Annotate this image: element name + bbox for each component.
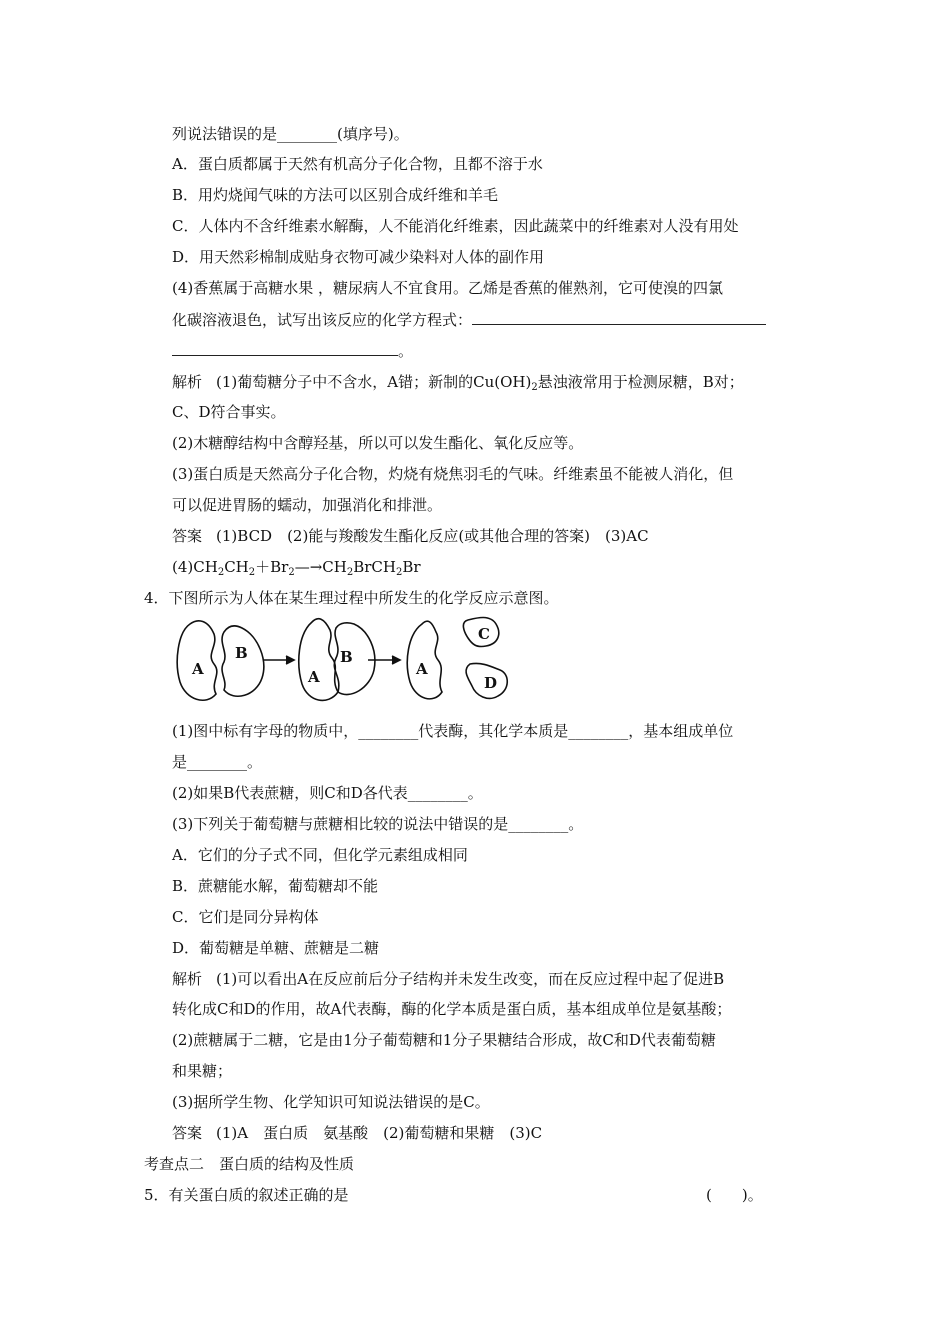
eq-part: BrCH [353, 558, 396, 576]
arrow-2-head [392, 656, 400, 664]
arrow-1-head [286, 656, 294, 664]
label-b-2: B [340, 648, 353, 666]
q3-answer-equation [172, 557, 421, 577]
q3-analysis-3b: 可以促进胃肠的蠕动，加强消化和排泄。 [172, 496, 443, 514]
eq-part: ＋Br [255, 558, 289, 576]
label-c: C [478, 625, 490, 643]
q3-analysis-1c: C、D符合事实。 [172, 403, 286, 421]
q3-part4-end: 。 [398, 342, 414, 360]
q3-analysis-2: (2)木糖醇结构中含醇羟基，所以可以发生酯化、氧化反应等。 [172, 434, 584, 452]
label-a-3: A [416, 660, 428, 678]
q3-answer-text: (1)BCD (2)能与羧酸发生酯化反应(或其他合理的答案) (3)AC [216, 527, 649, 545]
eq-sub: 2 [395, 567, 403, 578]
q5-answer-paren: ( )。 [706, 1186, 763, 1204]
q4-part1a: (1)图中标有字母的物质中，________代表酶，其化学本质是________，基本组成单位 [172, 722, 734, 740]
label-a-1: A [192, 660, 204, 678]
q4-part3: (3)下列关于葡萄糖与蔗糖相比较的说法中错误的是________。 [172, 815, 584, 833]
q3-option-d: D．用天然彩棉制成贴身衣物可减少染料对人体的副作用 [172, 248, 545, 266]
q3-option-a: A．蛋白质都属于天然有机高分子化合物，且都不溶于水 [172, 155, 543, 173]
q3-analysis-1-sub: 2 [531, 382, 538, 393]
q3-analysis-1b: 悬浊液常用于检测尿糖，B对； [537, 373, 744, 391]
q3-analysis-1a: (1)葡萄糖分子中不含水，A错；新制的Cu(OH) [216, 373, 532, 391]
section-2-heading: 考查点二 蛋白质的结构及性质 [144, 1155, 355, 1173]
q4-option-c: C．它们是同分异构体 [172, 908, 319, 926]
q3-analysis-3a: (3)蛋白质是天然高分子化合物，灼烧有烧焦羽毛的气味。纤维素虽不能被人消化，但 [172, 465, 734, 483]
q4-analysis-3: (3)据所学生物、化学知识可知说法错误的是C。 [172, 1093, 490, 1111]
q4-analysis-2a: (2)蔗糖属于二糖，它是由1分子葡萄糖和1分子果糖结合形成，故C和D代表葡萄糖 [172, 1031, 716, 1049]
eq-part: CH [224, 558, 249, 576]
q3-option-c: C．人体内不含纤维素水解酶，人不能消化纤维素，因此蔬菜中的纤维素对人没有用处 [172, 217, 739, 235]
q3-part4-line2 [172, 310, 766, 330]
q4-option-d: D．葡萄糖是单糖、蔗糖是二糖 [172, 939, 380, 957]
q4-answer [172, 1123, 542, 1143]
label-b-1: B [235, 644, 248, 662]
q3-answer-blank [472, 310, 766, 325]
q3-answer-label: 答案 [172, 527, 203, 545]
q3-option-b: B．用灼烧闻气味的方法可以区别合成纤维和羊毛 [172, 186, 499, 204]
q5-stem: 5．有关蛋白质的叙述正确的是 [144, 1186, 349, 1204]
q3-answer-1 [172, 526, 649, 546]
q4-option-b: B．蔗糖能水解，葡萄糖却不能 [172, 877, 379, 895]
q3-analysis-label: 解析 [172, 373, 203, 391]
q4-part2: (2)如果B代表蔗糖，则C和D各代表________。 [172, 784, 483, 802]
eq-sub: 2 [217, 567, 225, 578]
enzyme-reaction-diagram [172, 612, 512, 712]
label-d: D [484, 674, 498, 692]
complex-a-shape [299, 619, 338, 701]
eq-part: Br [402, 558, 421, 576]
q4-analysis-2b: 和果糖； [172, 1062, 233, 1080]
q4-part1b: 是________。 [172, 753, 263, 771]
q4-analysis-label: 解析 [172, 970, 203, 988]
q4-title: 4．下图所示为人体在某生理过程中所发生的化学反应示意图。 [144, 589, 559, 607]
q4-answer-text: (1)A 蛋白质 氨基酸 (2)葡萄糖和果糖 (3)C [216, 1124, 543, 1142]
q3-analysis-1 [172, 372, 744, 392]
eq-sub: 2 [248, 567, 256, 578]
eq-part: —→CH [294, 558, 347, 576]
eq-part: (4)CH [172, 558, 218, 576]
eq-sub: 2 [346, 567, 354, 578]
q4-option-a: A．它们的分子式不同，但化学元素组成相同 [172, 846, 468, 864]
q3-part4-line1: (4)香蕉属于高糖水果 ，糖尿病人不宜食用。乙烯是香蕉的催熟剂，它可使溴的四氯 [172, 279, 724, 297]
q4-analysis-1a-text: (1)可以看出A在反应前后分子结构并未发生改变，而在反应过程中起了促进B [216, 970, 725, 988]
q4-analysis-1b: 转化成C和D的作用，故A代表酶，酶的化学本质是蛋白质，基本组成单位是氨基酸； [172, 1000, 732, 1018]
q4-analysis-1a [172, 969, 724, 989]
q4-answer-label: 答案 [172, 1124, 203, 1142]
eq-sub: 2 [288, 567, 295, 578]
q3-answer-blank-2 [172, 341, 398, 356]
q3-part4-line3 [172, 341, 413, 361]
q3-part4-line2-text: 化碳溶液退色，试写出该反应的化学方程式： [172, 311, 473, 329]
q3-stem-end: 列说法错误的是________(填序号)。 [172, 125, 409, 143]
label-a-2: A [308, 668, 320, 686]
